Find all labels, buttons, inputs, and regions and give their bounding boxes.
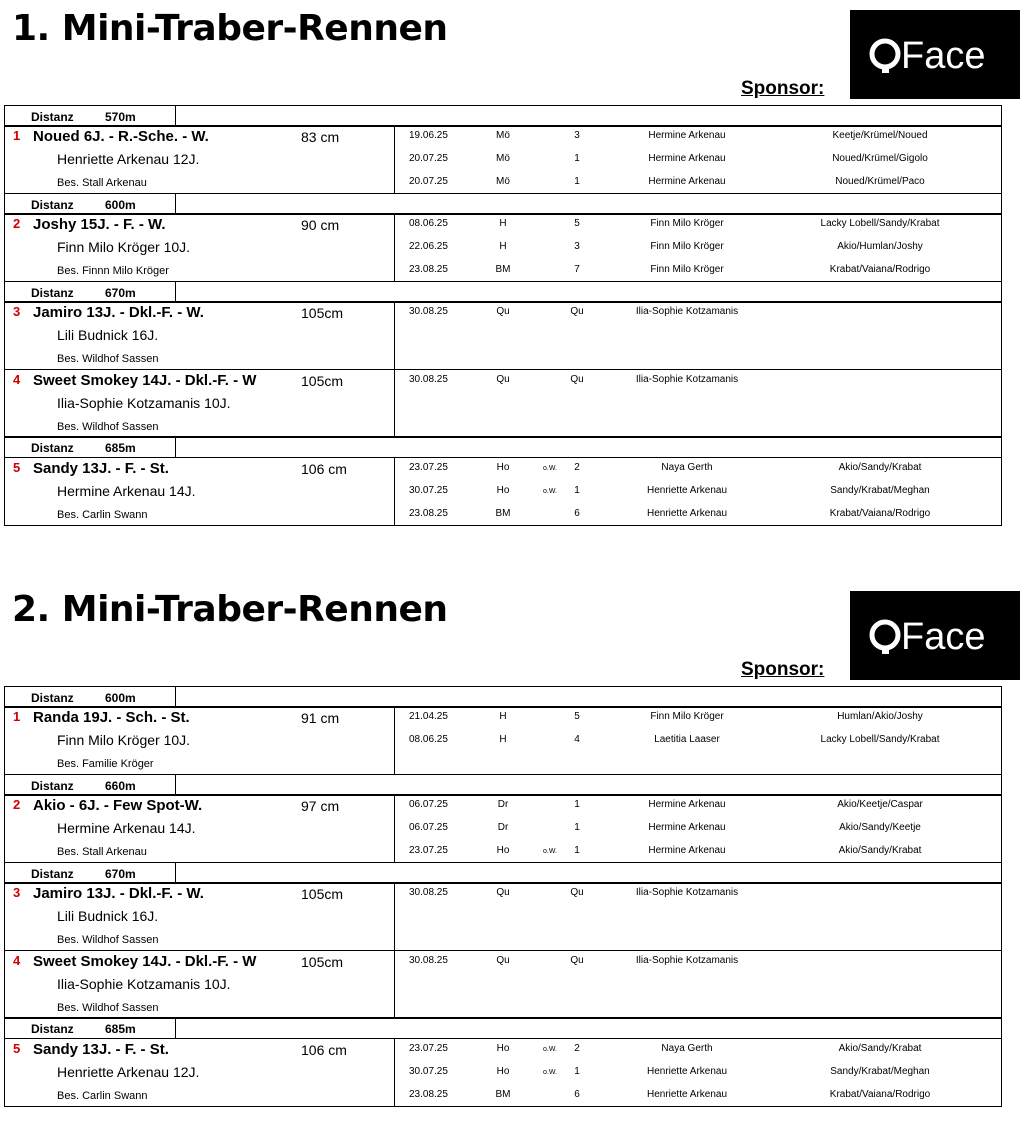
distance-row <box>4 686 1002 708</box>
distance-value: 600m <box>105 197 136 212</box>
result-row <box>5 176 1003 194</box>
distance-value: 670m <box>105 285 136 300</box>
result-row <box>5 822 1003 840</box>
result-rank: 5 <box>574 711 580 722</box>
distance-value: 570m <box>105 109 136 124</box>
result-rider: Naya Gerth <box>661 461 713 473</box>
result-team: Akio/Humlan/Joshy <box>837 241 923 252</box>
result-rank: 4 <box>574 734 580 745</box>
owner-name: Bes. Carlin Swann <box>57 508 148 521</box>
distance-row <box>4 1017 1002 1039</box>
result-date: 23.08.25 <box>409 1088 448 1100</box>
result-rider: Ilia-Sophie Kotzamanis <box>635 373 739 385</box>
horse-height: 83 cm <box>301 129 340 145</box>
result-rider: Hermine Arkenau <box>648 130 726 141</box>
result-rider: Henriette Arkenau <box>646 507 728 519</box>
start-number: 4 <box>13 371 21 387</box>
horse-name: Jamiro 13J. - Dkl.-F. - W. <box>33 304 204 321</box>
result-venue: Qu <box>496 306 510 317</box>
start-number: 5 <box>13 1040 21 1056</box>
result-row <box>5 734 1003 752</box>
result-row <box>5 1063 1003 1084</box>
result-team: Akio/Sandy/Krabat <box>838 461 922 473</box>
result-rider: Finn Milo Kröger <box>650 711 724 722</box>
column-divider <box>175 106 176 126</box>
rider-name: Ilia-Sophie Kotzamanis 10J. <box>57 394 231 411</box>
qface-logo-icon <box>865 30 1005 80</box>
distance-value: 685m <box>105 441 136 455</box>
result-team: Noued/Krümel/Gigolo <box>832 153 928 164</box>
horse-name: Randa 19J. - Sch. - St. <box>33 709 190 726</box>
result-note: o.W. <box>543 1068 558 1076</box>
result-team: Krabat/Vaiana/Rodrigo <box>829 1088 931 1100</box>
result-venue: Dr <box>497 799 509 810</box>
result-rank: 6 <box>574 1088 580 1100</box>
horse-entry <box>4 794 1002 863</box>
horse-entry <box>4 882 1002 951</box>
result-row <box>5 153 1003 171</box>
rider-name: Henriette Arkenau 12J. <box>57 151 200 167</box>
result-rank: 2 <box>574 1042 580 1054</box>
distance-label: Distanz <box>31 285 74 300</box>
result-venue: BM <box>495 264 511 275</box>
sponsor-label: Sponsor: <box>741 78 825 99</box>
result-venue: Ho <box>496 1042 510 1054</box>
distance-value: 660m <box>105 778 136 793</box>
horse-entry <box>4 457 1002 526</box>
result-rider: Naya Gerth <box>661 1042 713 1054</box>
start-number: 1 <box>13 709 21 724</box>
result-row <box>5 845 1003 863</box>
sponsor-logo <box>850 10 1020 99</box>
rider-name: Hermine Arkenau 14J. <box>57 482 196 499</box>
result-rider: Laetitia Laaser <box>654 734 720 745</box>
result-rider: Ilia-Sophie Kotzamanis <box>635 954 739 966</box>
result-row <box>5 508 1003 526</box>
result-row <box>5 264 1003 282</box>
result-venue: Ho <box>496 484 510 496</box>
distance-label: Distanz <box>31 441 74 455</box>
start-number: 4 <box>13 952 21 968</box>
result-venue: Ho <box>496 845 510 856</box>
result-note: o.W. <box>543 1045 558 1053</box>
race-title: 1. Mini-Traber-Rennen <box>12 8 448 49</box>
distance-value: 685m <box>105 1022 136 1036</box>
result-date: 21.04.25 <box>409 711 448 722</box>
result-date: 30.08.25 <box>409 373 448 385</box>
distance-value: 670m <box>105 866 136 881</box>
horse-name: Sandy 13J. - F. - St. <box>33 1040 169 1058</box>
rider-name: Finn Milo Kröger 10J. <box>57 239 191 255</box>
result-rider: Hermine Arkenau <box>648 799 726 810</box>
result-date: 30.07.25 <box>409 1065 448 1077</box>
horse-entry <box>4 125 1002 194</box>
start-number: 1 <box>13 128 21 143</box>
svg-text:Face: Face <box>901 34 986 77</box>
result-date: 06.07.25 <box>409 822 448 833</box>
start-number: 2 <box>13 797 21 812</box>
result-row <box>5 130 1003 148</box>
result-team: Humlan/Akio/Joshy <box>837 711 923 722</box>
rider-name: Ilia-Sophie Kotzamanis 10J. <box>57 975 231 992</box>
horse-height: 105cm <box>301 305 344 321</box>
result-venue: Qu <box>496 373 510 385</box>
result-venue: Ho <box>496 461 510 473</box>
result-row <box>5 241 1003 259</box>
column-divider <box>175 194 176 214</box>
rider-name: Lili Budnick 16J. <box>57 908 159 924</box>
result-venue: Mö <box>496 176 510 187</box>
result-date: 30.08.25 <box>409 887 448 898</box>
svg-text:Face: Face <box>901 615 986 658</box>
horse-height: 105cm <box>301 953 344 970</box>
result-date: 23.08.25 <box>409 507 448 519</box>
result-team: Akio/Keetje/Caspar <box>837 799 923 810</box>
result-rank: 1 <box>574 799 580 810</box>
horse-entry <box>4 1038 1002 1107</box>
result-date: 20.07.25 <box>409 176 448 187</box>
result-date: 30.08.25 <box>409 306 448 317</box>
distance-label: Distanz <box>31 866 74 881</box>
result-date: 06.07.25 <box>409 799 448 810</box>
result-rider: Finn Milo Kröger <box>650 218 724 229</box>
result-rank: 3 <box>574 241 580 252</box>
horse-height: 97 cm <box>301 798 340 814</box>
result-rider: Ilia-Sophie Kotzamanis <box>635 887 739 898</box>
distance-row <box>4 436 1002 458</box>
result-venue: Mö <box>496 130 510 141</box>
result-row <box>5 218 1003 236</box>
result-venue: BM <box>495 1088 511 1100</box>
rider-name: Henriette Arkenau 12J. <box>57 1063 200 1080</box>
race-title: 2. Mini-Traber-Rennen <box>12 589 448 630</box>
result-team: Krabat/Vaiana/Rodrigo <box>829 264 931 275</box>
result-venue: H <box>499 734 507 745</box>
result-date: 20.07.25 <box>409 153 448 164</box>
horse-entry <box>4 213 1002 282</box>
column-divider <box>175 775 176 795</box>
owner-name: Bes. Wildhof Sassen <box>57 934 159 946</box>
result-rank: Qu <box>570 306 584 317</box>
result-team: Lacky Lobell/Sandy/Krabat <box>820 218 940 229</box>
horse-entry <box>4 369 1002 438</box>
result-rank: Qu <box>570 887 584 898</box>
horse-height: 105cm <box>301 372 344 389</box>
column-divider <box>175 1018 176 1038</box>
result-date: 23.08.25 <box>409 264 448 275</box>
result-row <box>5 799 1003 817</box>
result-row <box>5 482 1003 503</box>
result-date: 23.07.25 <box>409 461 448 473</box>
result-team: Akio/Sandy/Krabat <box>838 845 922 856</box>
result-rider: Finn Milo Kröger <box>650 264 724 275</box>
rider-name: Hermine Arkenau 14J. <box>57 820 196 836</box>
result-rank: 6 <box>574 507 580 519</box>
column-divider <box>175 437 176 457</box>
horse-name: Joshy 15J. - F. - W. <box>33 216 166 233</box>
horse-height: 91 cm <box>301 710 340 726</box>
horse-name: Sandy 13J. - F. - St. <box>33 459 169 477</box>
column-divider <box>175 687 176 707</box>
result-date: 23.07.25 <box>409 1042 448 1054</box>
result-rank: 3 <box>574 130 580 141</box>
horse-height: 106 cm <box>301 460 347 477</box>
owner-name: Bes. Carlin Swann <box>57 1089 148 1102</box>
result-team: Akio/Sandy/Krabat <box>838 1042 922 1054</box>
result-rank: 5 <box>574 218 580 229</box>
result-row <box>5 306 1003 324</box>
result-rider: Hermine Arkenau <box>648 822 726 833</box>
result-date: 30.08.25 <box>409 954 448 966</box>
result-date: 08.06.25 <box>409 734 448 745</box>
horse-entry <box>4 301 1002 370</box>
result-date: 08.06.25 <box>409 218 448 229</box>
result-team: Sandy/Krabat/Meghan <box>830 1065 930 1077</box>
result-rider: Finn Milo Kröger <box>650 241 724 252</box>
distance-row <box>4 105 1002 127</box>
owner-name: Bes. Finnn Milo Kröger <box>57 265 169 277</box>
result-rank: Qu <box>570 373 584 385</box>
sponsor-label: Sponsor: <box>741 659 825 680</box>
result-rider: Hermine Arkenau <box>648 845 726 856</box>
horse-name: Sweet Smokey 14J. - Dkl.-F. - W <box>33 952 257 970</box>
horse-name: Akio - 6J. - Few Spot-W. <box>33 797 203 814</box>
result-rank: 7 <box>574 264 580 275</box>
result-rank: 1 <box>574 1065 580 1077</box>
horse-name: Sweet Smokey 14J. - Dkl.-F. - W <box>33 371 257 389</box>
horse-height: 90 cm <box>301 217 340 233</box>
result-team: Sandy/Krabat/Meghan <box>830 484 930 496</box>
result-team: Akio/Sandy/Keetje <box>839 822 921 833</box>
result-venue: H <box>499 711 507 722</box>
result-rank: 1 <box>574 822 580 833</box>
horse-name: Jamiro 13J. - Dkl.-F. - W. <box>33 885 204 902</box>
result-row <box>5 459 1003 480</box>
race-table <box>4 106 1002 526</box>
result-rider: Ilia-Sophie Kotzamanis <box>635 306 739 317</box>
start-number: 5 <box>13 459 21 475</box>
result-venue: Ho <box>496 1065 510 1077</box>
rider-name: Finn Milo Kröger 10J. <box>57 732 191 748</box>
race-table <box>4 687 1002 1107</box>
result-date: 23.07.25 <box>409 845 448 856</box>
result-rank: 1 <box>574 845 580 856</box>
distance-label: Distanz <box>31 1022 74 1036</box>
result-rank: 1 <box>574 484 580 496</box>
result-rank: Qu <box>570 954 584 966</box>
horse-height: 105cm <box>301 886 344 902</box>
result-row <box>5 952 1003 973</box>
distance-label: Distanz <box>31 690 74 705</box>
distance-row <box>4 774 1002 796</box>
result-venue: Dr <box>497 822 509 833</box>
distance-value: 600m <box>105 690 136 705</box>
distance-row <box>4 862 1002 884</box>
result-rider: Henriette Arkenau <box>646 484 728 496</box>
result-rider: Hermine Arkenau <box>648 153 726 164</box>
distance-label: Distanz <box>31 109 74 124</box>
owner-name: Bes. Wildhof Sassen <box>57 1001 159 1014</box>
result-venue: H <box>499 241 507 252</box>
result-venue: Qu <box>496 887 510 898</box>
start-number: 2 <box>13 216 21 231</box>
result-venue: H <box>499 218 507 229</box>
result-date: 30.07.25 <box>409 484 448 496</box>
horse-entry <box>4 950 1002 1019</box>
horse-entry <box>4 706 1002 775</box>
result-note: o.W. <box>543 464 558 472</box>
result-team: Noued/Krümel/Paco <box>835 176 925 187</box>
result-rider: Henriette Arkenau <box>646 1065 728 1077</box>
horse-name: Noued 6J. - R.-Sche. - W. <box>33 128 209 145</box>
result-note: o.W. <box>543 848 558 855</box>
result-rank: 1 <box>574 153 580 164</box>
qface-logo-icon <box>865 611 1005 661</box>
start-number: 3 <box>13 885 21 900</box>
owner-name: Bes. Wildhof Sassen <box>57 420 159 433</box>
result-row <box>5 1040 1003 1061</box>
result-note: o.W. <box>543 487 558 495</box>
result-row <box>5 1089 1003 1107</box>
column-divider <box>175 863 176 883</box>
result-team: Krabat/Vaiana/Rodrigo <box>829 507 931 519</box>
result-date: 19.06.25 <box>409 130 448 141</box>
owner-name: Bes. Stall Arkenau <box>57 846 147 858</box>
result-row <box>5 711 1003 729</box>
result-row <box>5 887 1003 905</box>
result-team: Keetje/Krümel/Noued <box>832 130 928 141</box>
result-rank: 2 <box>574 461 580 473</box>
distance-row <box>4 281 1002 303</box>
column-divider <box>175 282 176 302</box>
result-rider: Henriette Arkenau <box>646 1088 728 1100</box>
result-rank: 1 <box>574 176 580 187</box>
rider-name: Lili Budnick 16J. <box>57 327 159 343</box>
distance-row <box>4 193 1002 215</box>
distance-label: Distanz <box>31 197 74 212</box>
result-date: 22.06.25 <box>409 241 448 252</box>
result-team: Lacky Lobell/Sandy/Krabat <box>820 734 940 745</box>
sponsor-logo <box>850 591 1020 680</box>
result-rider: Hermine Arkenau <box>648 176 726 187</box>
result-venue: Mö <box>496 153 510 164</box>
owner-name: Bes. Stall Arkenau <box>57 177 147 189</box>
owner-name: Bes. Familie Kröger <box>57 758 154 770</box>
result-venue: Qu <box>496 954 510 966</box>
result-venue: BM <box>495 507 511 519</box>
horse-height: 106 cm <box>301 1041 347 1058</box>
start-number: 3 <box>13 304 21 319</box>
owner-name: Bes. Wildhof Sassen <box>57 353 159 365</box>
distance-label: Distanz <box>31 778 74 793</box>
result-row <box>5 371 1003 392</box>
